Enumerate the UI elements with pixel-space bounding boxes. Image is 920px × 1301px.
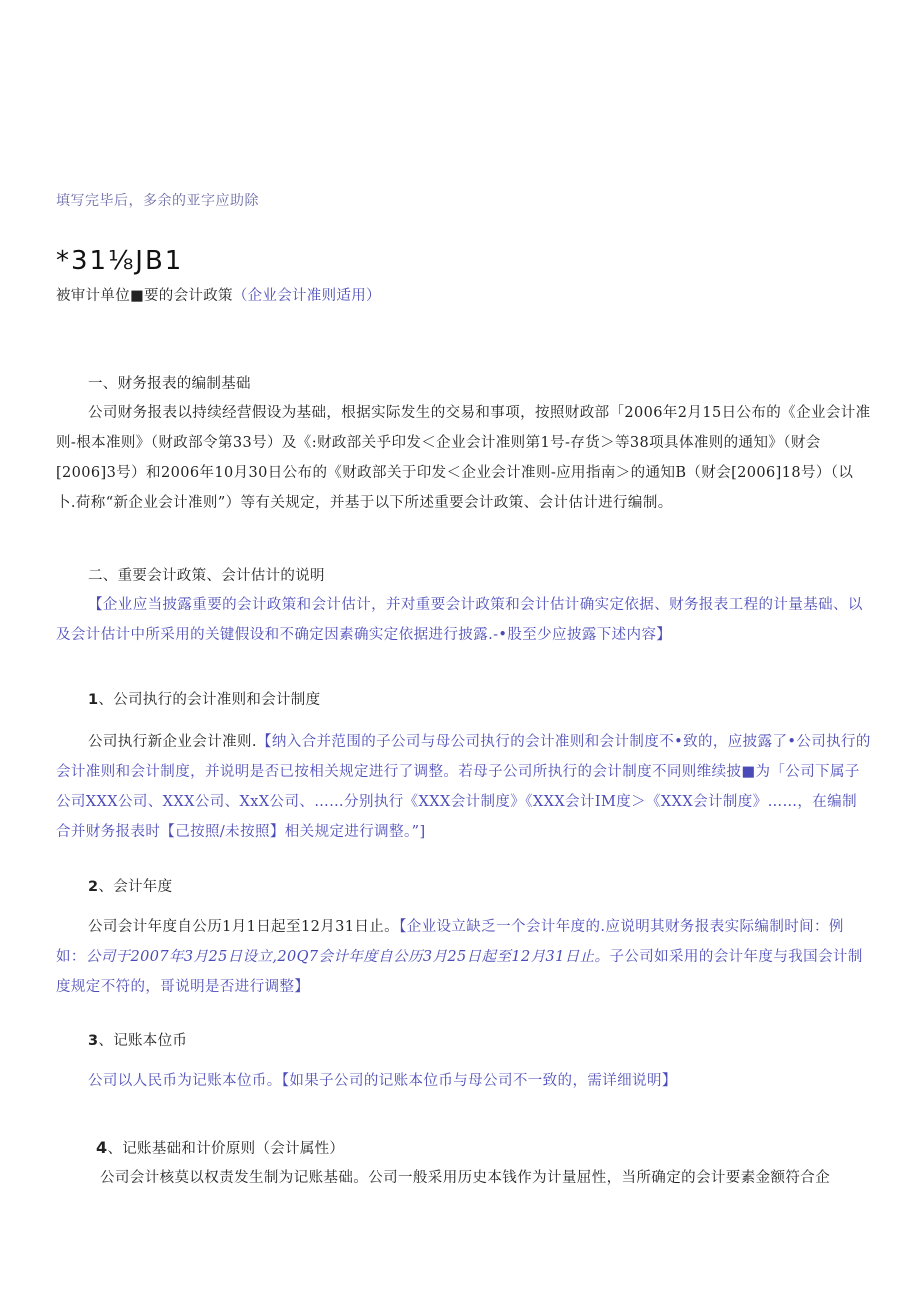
item-1-number: 1 — [88, 692, 99, 708]
item-4-heading — [96, 1137, 344, 1158]
section-1-text: 公司财务报表以持续经营假设为基础，根据实际发生的交易和事项，按照财政部「2006年2月15日公布的《企业会计准则-根本准则》（财政部令第33号）及《:财政部关乎印发＜企业会计准则第1号-存货＞等38项具体准则的通知》（财会[2006]3号）和2006年10月30日公布的《财政部关于印发＜企业会计准则-应用指南＞的通知B（财会[2006]18号）（以卜.荷称“新企业会计准则”）等有关规定，并基于以下所述重要会计政策、会计估计进行编制。 — [56, 405, 871, 511]
item-2-heading — [88, 875, 172, 896]
subtitle-paren: （企业会计准则适用） — [232, 288, 381, 304]
item-1-heading — [88, 688, 320, 709]
item-2-text-note-1: 【企业设立缺乏一个会计年度的.应说明其财务报表实际编制时间：例如： — [56, 919, 844, 965]
item-2-text-main: 公司会计年度自公历1月1日起至12月31日止。 — [88, 919, 400, 935]
item-4-text: 公司会计核莫以权责发生制为记账基础。公司一般采用历史本钱作为计量屈性，当所确定的会计要素金额符合企 — [100, 1170, 831, 1186]
section-2-heading: 二、重要会计政策、会计估计的说明 — [88, 568, 325, 584]
subtitle-main: 被审计单位■要的会计政策 — [56, 288, 233, 304]
item-3-number: 3 — [88, 1033, 99, 1049]
item-3-heading — [88, 1029, 187, 1050]
item-3-title: 、记账本位币 — [98, 1033, 188, 1049]
code-title: *31⅛JB1 — [56, 246, 184, 276]
item-2-number: 2 — [88, 879, 99, 895]
section-1-heading: 一、财务报表的编制基础 — [88, 376, 251, 392]
item-4-title: 、记账基础和计价原则（会计属性） — [107, 1141, 345, 1157]
section-2-text — [56, 590, 871, 650]
item-2-text — [56, 912, 871, 1002]
item-1-text-main: 公司执行新企业会计准则. — [88, 734, 257, 750]
item-2-text-example: 公司于2007年3月25日设立,20Q7会计年度自公历3月25日起至12月31日止。 — [85, 949, 610, 965]
item-4-number: 4 — [96, 1138, 108, 1157]
item-2-title: 、会计年度 — [98, 879, 173, 895]
fill-note: 填写完毕后，多余的亚字应助除 — [56, 193, 259, 209]
item-2-text-note-2: 子公司如采用的会计年度与我国会计制度规定不符的，哥说明是否进行调整】 — [56, 949, 863, 995]
item-1-title: 、公司执行的会计准则和会计制度 — [98, 692, 321, 708]
document-subtitle — [56, 284, 381, 305]
item-1-text — [56, 727, 871, 847]
item-3-text — [88, 1066, 878, 1096]
item-1-text-note: 【纳入合并范围的子公司与母公司执行的会计准则和会计制度不•致的，应披露了•公司执行的会计准则和会计制度，并说明是否已按相关规定进行了调整。若母子公司所执行的会计制度不同则维续披■为「公司下属子公司XXX公司、XXX公司、XxX公司、……分别执行《XXX会计制度》《XXX会计IM度＞《XXX会计制度》……，在编制合并财务报表时【己按照/未按照】相关规定进行调整。”] — [56, 734, 871, 840]
section-2-note: 【企业应当披露重要的会计政策和会计估计，并对重要会计政策和会计估计确实定依据、财务报表工程的计量基础、以及会计估计中所采用的关键假设和不确定因素确实定依据进行披露.-•股至少应披露下述内容】 — [56, 597, 863, 643]
item-3-text-body: 公司以人民币为记账本位币。【如果子公司的记账本位币与母公司不一致的，需详细说明】 — [88, 1073, 677, 1089]
